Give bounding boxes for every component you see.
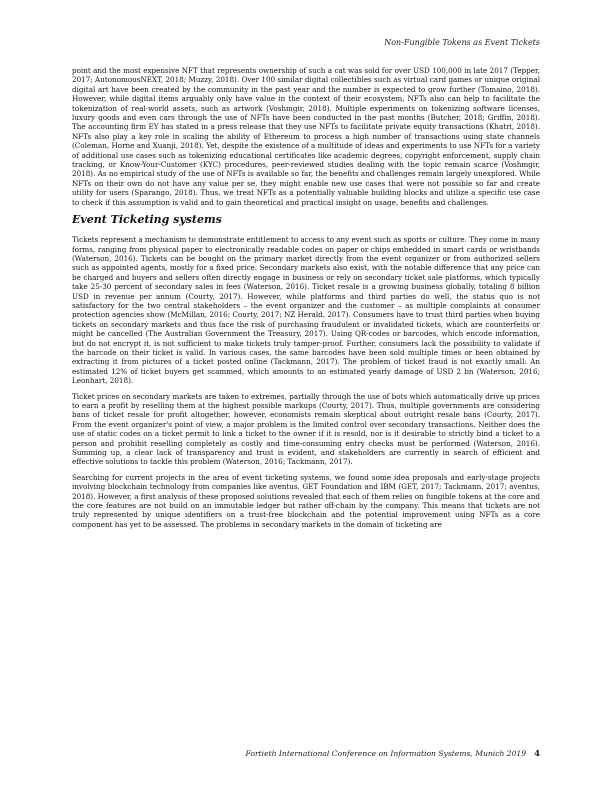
paragraph-nft-use-cases: point and the most expensive NFT that represents ownership of such a cat was sold for over USD 100,000 in late 2017 (Tepper, 2017; AutonomousNEXT, 2018; Muzzy, 2018). Over 100 similar digital collectibles such as virtual card games or unique original digital art have been created by the community in the past year and the number is expected to grow further (Tomaino, 2018). However, while digital items arguably only have value in the context of their ecosystem, NFTs also can help to facilitate the tokenization of real-world assets, such as artwork (Voshmgir, 2018). Multiple experiments on tokenizing software licenses, luxury goods and even cars through the use of NFTs have been conducted in the past months (Butcher, 2018; Griffin, 2018). The accounting firm EY has stated in a press release that they use NFTs to facilitate private equity transactions (Khatri, 2018). NFTs also play a key role in scaling the ability of Ethereum to process a high number of transactions using state channels (Coleman, Horne and Xuanji, 2018). Yet, despite the existence of a multitude of ideas and experiments to use NFTs for a variety of additional use cases such as tokenizing educational certificates like academic degrees, copyright enforcement, supply chain tracking, or Know-Your-Customer (KYC) procedures, peer-reviewed studies dealing with the topic remain scarce (Voshmgir, 2018). As no empirical study of the use of NFTs is available so far, the benefits and challenges remain largely unexplored. While NFTs on their own do not have any value per se, they might enable new use cases that were not possible so far and create utility for users (Sparango, 2018). Thus, we treat NFTs as a potentially valuable building blocks and utilize a specific use case to check if this assumption is valid and to gain theoretical and practical insight on usage, benefits and challenges. [72,66,541,207]
page-number: 4 [534,749,540,759]
footer-conference: Fortieth International Conference on Information Systems, Munich 2019 [245,749,527,758]
page-body [72,66,540,535]
section-heading: Event Ticketing systems [72,213,222,227]
page-footer [246,749,540,759]
paragraph-current-projects: Searching for current projects in the area of event ticketing systems, we found some idea proposals and early-stage projects involving blockchain technology from companies like aventus, GET Foundation and IBM (GET, 2017; Tackmann, 2017; aventus, 2018). However, a first analysis of these proposed solutions revealed that each of them relies on fungible tokens at the core and the core features are not build on an immutable ledger but rather off-chain by the company. This means that tickets are not truly represented by unique identifiers on a trust-free blockchain and the potential improvement using NFTs as a core component has yet to be assessed. The problems in secondary markets in the domain of ticketing are [72,472,540,529]
running-header: Non-Fungible Tokens as Event Tickets [384,38,540,47]
paragraph-secondary-markets: Ticket prices on secondary markets are taken to extremes, partially through the use of bots which automatically drive up prices to earn a profit by reselling them at the highest possible markups (Courty, 2017). Thus, multiple governments are considering bans of ticket resale for profit altogether, however, economists remain skeptical about outright resale bans (Courty, 2017). From the event organizer's point of view, a major problem is the limited control over secondary transactions. Neither does the use of static codes on a ticket permit to link a ticket to the owner if it is resold, nor is it desirable to strictly bind a ticket to a person and prohibit reselling completely as costly and time-consuming entry checks must be performed (Waterson, 2016). Summing up, a clear lack of transparency and trust is evident, and stakeholders are currently in search of efficient and effective solutions to tackle this problem (Waterson, 2016; Tackmann, 2017). [72,391,540,467]
paragraph-tickets-intro: Tickets represent a mechanism to demonstrate entitlement to access to any event such as sports or culture. They come in many forms, ranging from physical paper to electronically readable codes on paper or chips embedded in smart cards or wristbands (Waterson, 2016). Tickets can be bought on the primary market directly from the event organizer or from authorized sellers such as appointed agents, mostly for a fixed price. Secondary markets also exist, with the notable difference that any price can be charged and buyers and sellers often directly engage in business or rely on secondary ticket sale platforms, which typically take 25-30 percent of secondary sales in fees (Waterson, 2016). Ticket resale is a growing business globally, totaling 8 billion USD in revenue per annum (Courty, 2017). However, while platforms and third parties do well, the status quo is not satisfactory for the two central stakeholders – the event organizer and the customer – as multiple complaints at consumer protection agencies show (McMillan, 2016; Courty, 2017; NZ Herald, 2017). Consumers have to trust third parties when buying tickets on secondary markets and thus face the risk of purchasing fraudulent or invalidated tickets, which are counterfeits or might be cancelled (The Australian Government the Treasury, 2017). Using QR-codes or barcodes, which encode information, but do not encrypt it, is not sufficient to make tickets truly tamper-proof. Further, consumers lack the possibility to validate if the barcode on their ticket is valid. In various cases, the same barcodes have been sold multiple times or been obtained by extracting it from pictures of a ticket posted online (Tackmann, 2017). The problem of ticket fraud is not exactly small: An estimated 12% of ticket buyers get scammed, which amounts to an estimated yearly damage of USD 2 bn (Waterson, 2016; Leonhart, 2018). [72,235,540,386]
